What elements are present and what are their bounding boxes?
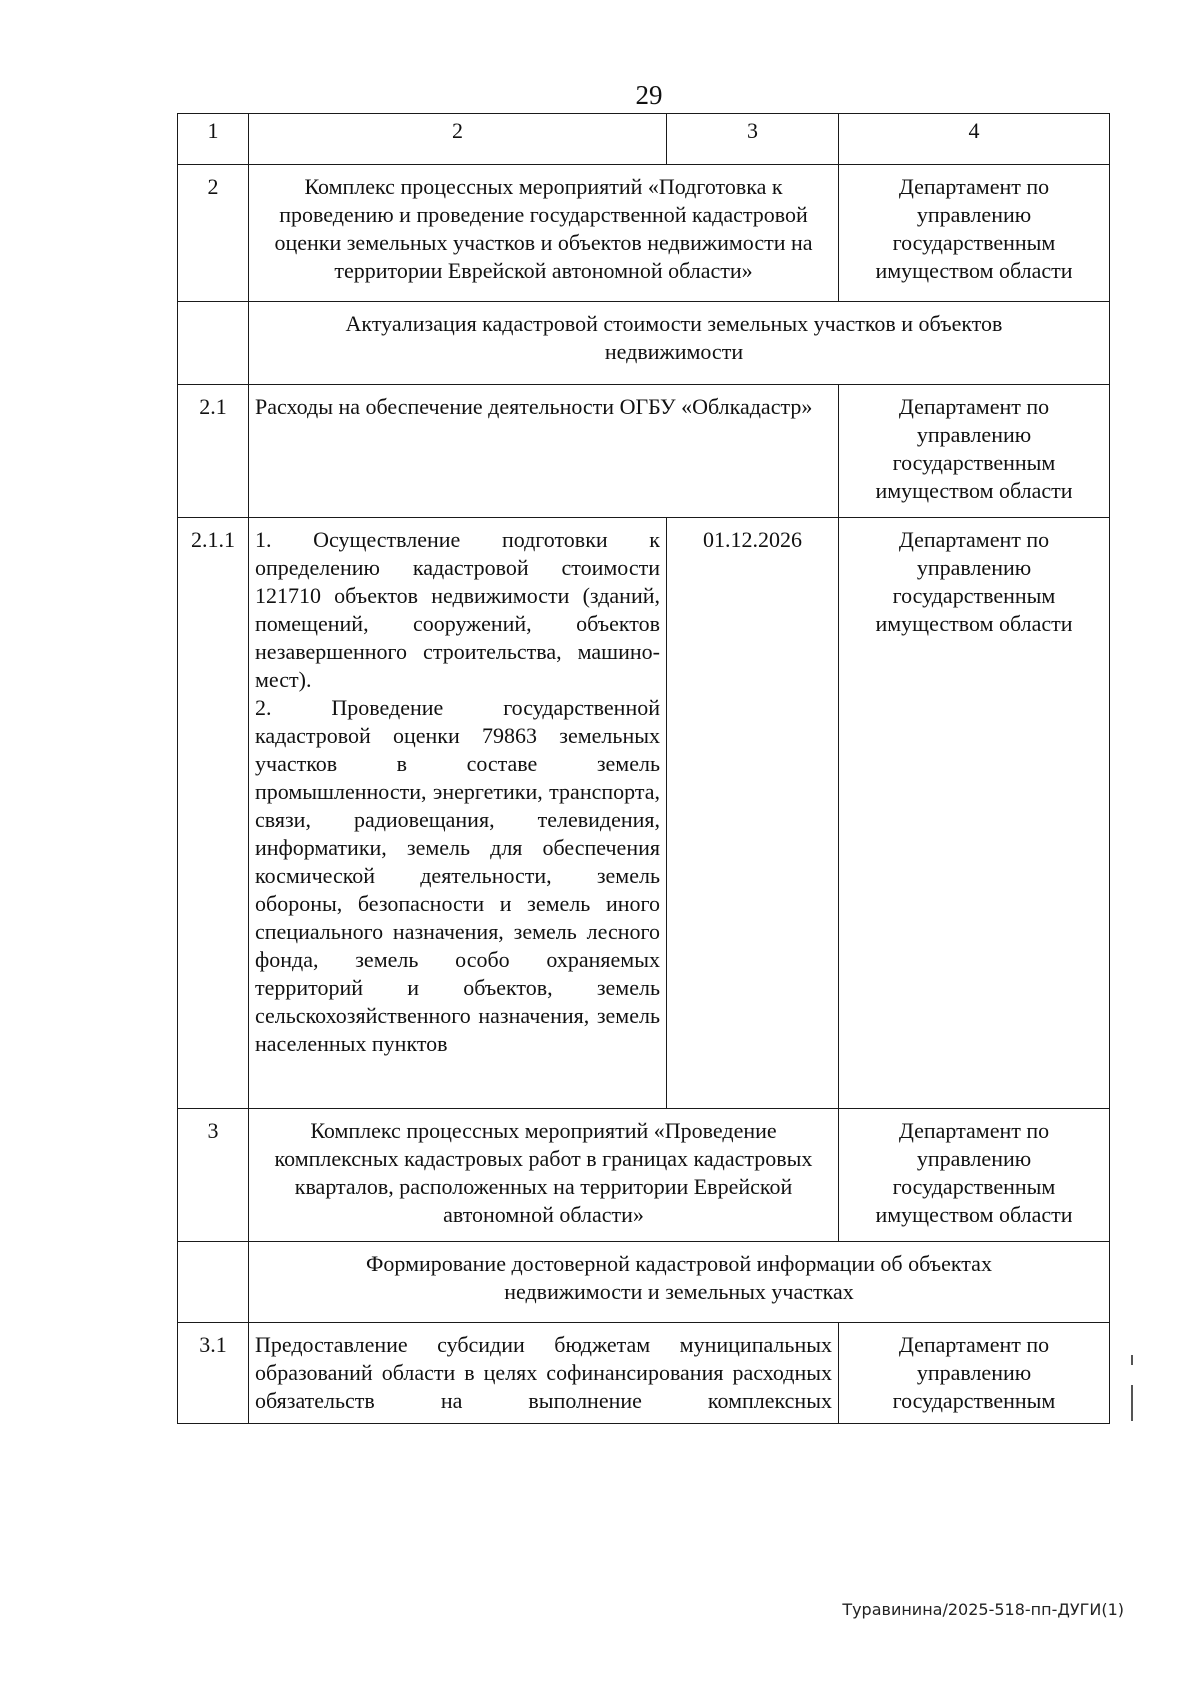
column-header-3: 3: [667, 114, 839, 165]
column-header-2: 2: [249, 114, 667, 165]
row-number: 2: [178, 165, 249, 302]
responsible-executor: Департамент по управлению государственным имуществом области: [839, 385, 1110, 518]
column-header-1: 1: [178, 114, 249, 165]
scan-edge-mark: [1131, 1355, 1133, 1365]
empty-cell: [178, 302, 249, 385]
measure-complex-name: Комплекс процессных мероприятий «Проведение комплексных кадастровых работ в границах кадастровых кварталов, расположенных на территории Еврейской автономной области»: [249, 1109, 839, 1242]
measure-complex-name: Комплекс процессных мероприятий «Подготовка к проведению и проведение государственной кадастровой оценки земельных участков и объектов недвижимости на территории Еврейской автономной области»: [249, 165, 839, 302]
empty-cell: [178, 1242, 249, 1323]
table-row: [178, 385, 1110, 518]
column-header-4: 4: [839, 114, 1110, 165]
row-number: 2.1: [178, 385, 249, 518]
table-row: [178, 1323, 1110, 1424]
measure-name: Расходы на обеспечение деятельности ОГБУ «Облкадастр»: [249, 385, 839, 518]
row-number: 3.1: [178, 1323, 249, 1424]
scan-edge-mark: [1131, 1385, 1133, 1421]
table-header-row: [178, 114, 1110, 165]
responsible-executor: Департамент по управлению государственным имуществом области: [839, 1109, 1110, 1242]
page-number: 29: [635, 80, 663, 110]
section-title: Формирование достоверной кадастровой информации об объектах недвижимости и земельных участках: [249, 1242, 1110, 1323]
responsible-executor: Департамент по управлению государственным имуществом области: [839, 165, 1110, 302]
responsible-executor: Департамент по управлению государственным: [839, 1323, 1110, 1424]
table-row: [178, 518, 1110, 1109]
measures-table: [177, 113, 1110, 1424]
table-row: [178, 1109, 1110, 1242]
completion-date: 01.12.2026: [667, 518, 839, 1109]
table-row: [178, 165, 1110, 302]
document-footer-code: Туравинина/2025-518-пп-ДУГИ(1): [842, 1600, 1124, 1619]
section-row: [178, 302, 1110, 385]
measure-result-text: 1. Осуществление подготовки к определению кадастровой стоимости 121710 объектов недвижимости (зданий, помещений, сооружений, объектов незавершенного строительства, машино-мест). 2. Проведение государственной кадастровой оценки 79863 земельных участков в составе земель промышленности, энергетики, транспорта, связи, радиовещания, телевидения, информатики, земель для обеспечения космической деятельности, земель обороны, безопасности и земель иного специального назначения, земель лесного фонда, земель особо охраняемых территорий и объектов, земель сельскохозяйственного назначения, земель населенных пунктов: [249, 518, 667, 1109]
section-row: [178, 1242, 1110, 1323]
row-number: 3: [178, 1109, 249, 1242]
responsible-executor: Департамент по управлению государственным имуществом области: [839, 518, 1110, 1109]
measure-name: Предоставление субсидии бюджетам муниципальных образований области в целях софинансирования расходных обязательств на выполнение комплексных: [249, 1323, 839, 1424]
section-title: Актуализация кадастровой стоимости земельных участков и объектов недвижимости: [249, 302, 1110, 385]
row-number: 2.1.1: [178, 518, 249, 1109]
